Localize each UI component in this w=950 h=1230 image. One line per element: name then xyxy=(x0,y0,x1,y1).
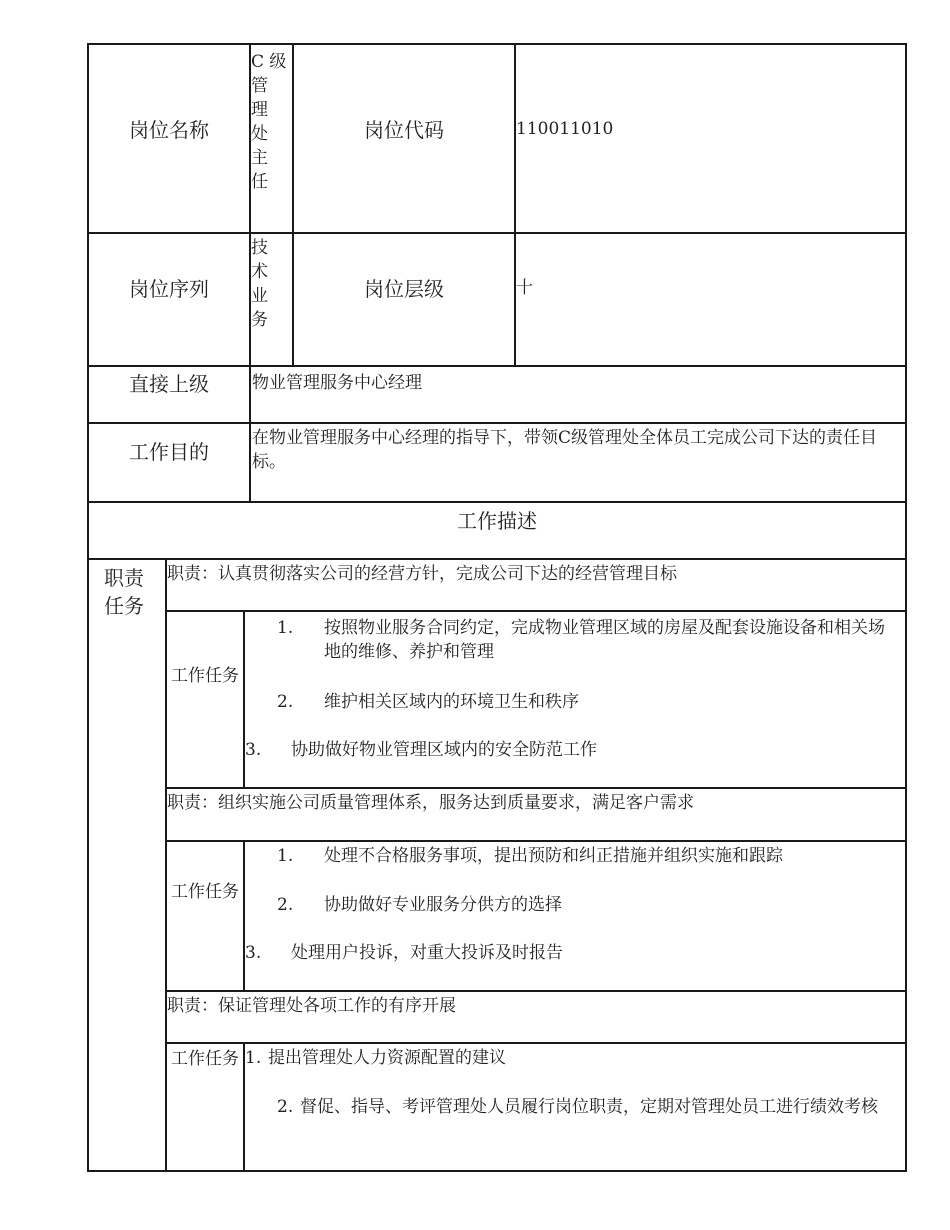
task-number: 3. xyxy=(245,740,262,760)
task-number: 1. xyxy=(245,1048,262,1068)
task-number: 2. xyxy=(277,895,294,915)
task-number: 2. xyxy=(277,692,294,712)
work-description-title: 工作描述 xyxy=(457,509,537,533)
superior-value: 物业管理服务中心经理 xyxy=(252,373,422,393)
post-series-label: 岗位序列 xyxy=(129,277,209,301)
task-number: 2. xyxy=(277,1097,294,1117)
task-number: 3. xyxy=(245,943,262,963)
purpose-value: 在物业管理服务中心经理的指导下，带领C级管理处全体员工完成公司下达的责任目标。 xyxy=(252,428,878,472)
task-text: 提出管理处人力资源配置的建议 xyxy=(268,1048,506,1068)
superior-label: 直接上级 xyxy=(129,372,209,396)
task-text: 协助做好专业服务分供方的选择 xyxy=(324,895,562,915)
work-task-label: 工作任务 xyxy=(171,666,239,686)
duty-title: 职责：保证管理处各项工作的有序开展 xyxy=(167,996,456,1016)
work-task-label: 工作任务 xyxy=(171,1049,239,1069)
task-text: 督促、指导、考评管理处人员履行岗位职责，定期对管理处员工进行绩效考核 xyxy=(300,1097,878,1117)
post-code-value: 110011010 xyxy=(516,119,614,139)
post-level-value: 十 xyxy=(516,278,533,298)
task-text: 维护相关区域内的环境卫生和秩序 xyxy=(324,692,579,712)
post-level-label: 岗位层级 xyxy=(364,277,444,301)
task-number: 1. xyxy=(277,618,294,638)
task-text: 按照物业服务合同约定，完成物业管理区域的房屋及配套设施设备和相关场地的维修、养护和管理 xyxy=(324,618,885,662)
task-number: 1. xyxy=(277,846,294,866)
purpose-label: 工作目的 xyxy=(129,440,209,464)
work-task-label: 工作任务 xyxy=(171,882,239,902)
post-code-label: 岗位代码 xyxy=(364,118,444,142)
task-text: 处理不合格服务事项，提出预防和纠正措施并组织实施和跟踪 xyxy=(324,846,783,866)
duty-title: 职责：认真贯彻落实公司的经营方针，完成公司下达的经营管理目标 xyxy=(167,564,677,584)
post-name-label: 岗位名称 xyxy=(129,118,209,142)
task-text: 协助做好物业管理区域内的安全防范工作 xyxy=(291,740,597,760)
post-series-value: 技 术 业 务 xyxy=(251,238,268,330)
task-text: 处理用户投诉，对重大投诉及时报告 xyxy=(291,943,563,963)
duty-task-label: 职责任务 xyxy=(104,566,144,618)
duty-title: 职责：组织实施公司质量管理体系，服务达到质量要求，满足客户需求 xyxy=(167,793,694,813)
post-name-value: C 级 管 理 处 主 任 xyxy=(251,52,287,192)
